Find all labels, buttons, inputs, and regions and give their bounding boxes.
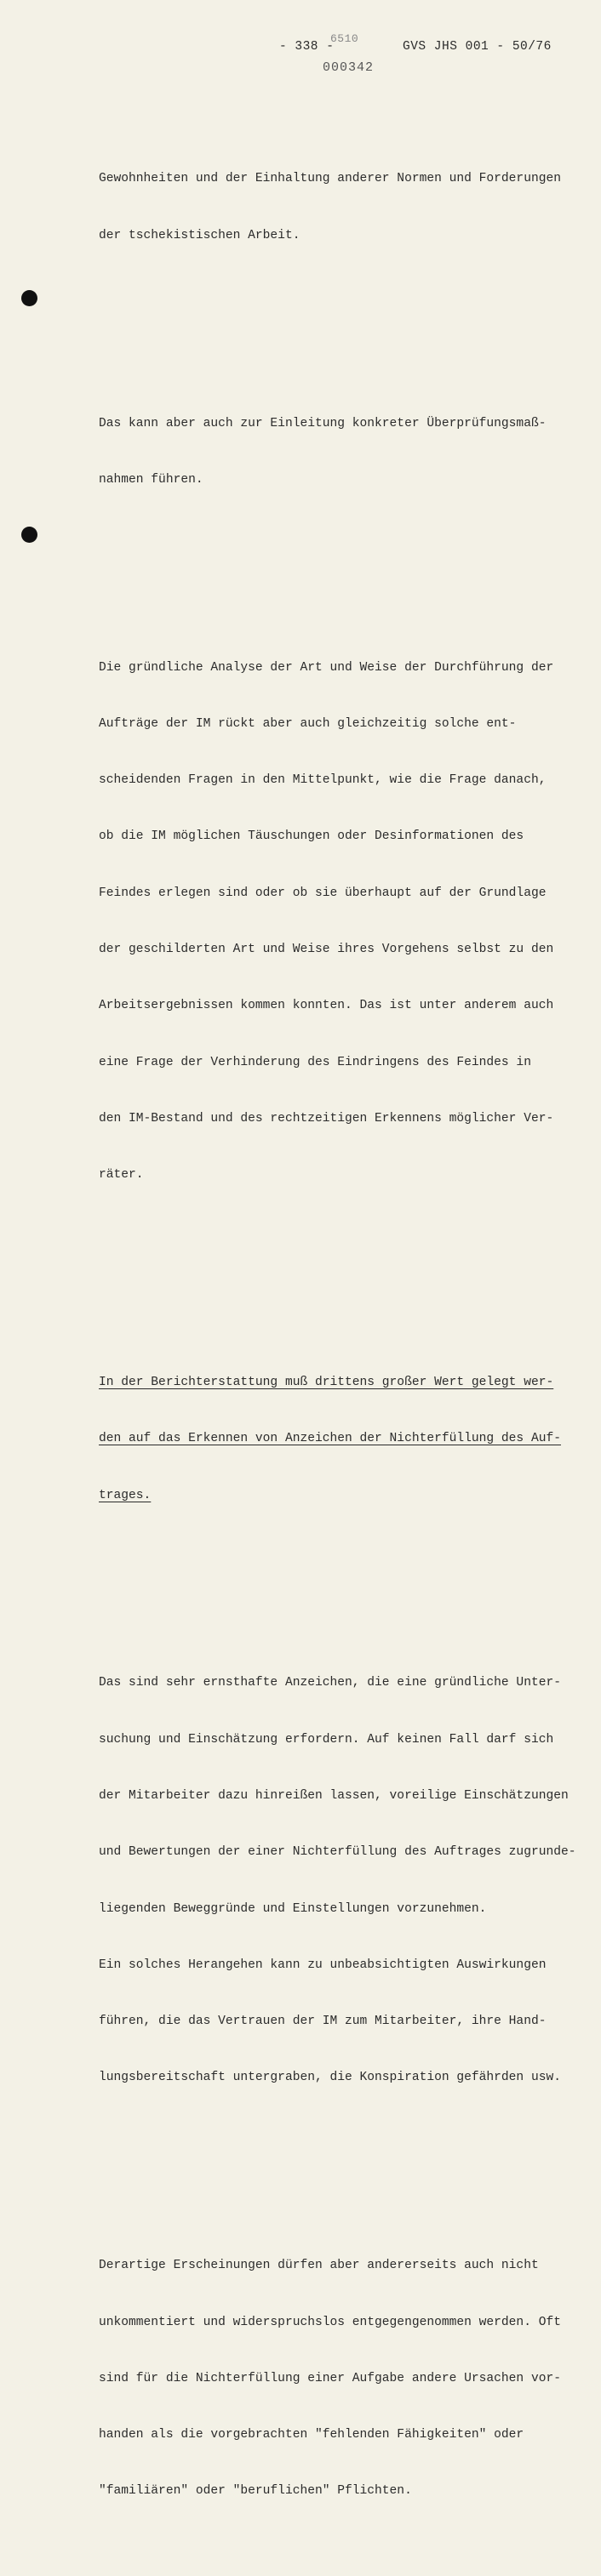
text-line: der geschilderten Art und Weise ihres Vorgehens selbst zu den <box>99 943 554 957</box>
text-line: eine Frage der Verhinderung des Eindringens des Feindes in <box>99 1055 531 1069</box>
document-reference: GVS JHS 001 - 50/76 <box>403 40 552 54</box>
punch-hole <box>21 527 37 543</box>
paragraph <box>99 2219 586 2539</box>
text-line: Das sind sehr ernsthafte Anzeichen, die eine gründliche Unter- <box>99 1676 561 1690</box>
text-line: Derartige Erscheinungen dürfen aber andererseits auch nicht <box>99 2259 539 2273</box>
text-line: suchung und Einschätzung erfordern. Auf keinen Fall darf sich <box>99 1732 554 1747</box>
paragraph <box>99 132 586 282</box>
body-text <box>99 94 586 2576</box>
text-line: lungsbereitschaft untergraben, die Konspiration gefährden usw. <box>99 2071 561 2085</box>
text-line: Die gründliche Analyse der Art und Weise der Durchführung der <box>99 660 554 675</box>
text-line: und Bewertungen der einer Nichterfüllung des Auftrages zugrunde- <box>99 1845 576 1860</box>
text-line: Ein solches Herangehen kann zu unbeabsichtigten Auswirkungen <box>99 1958 547 1972</box>
text-line: den auf das Erkennen von Anzeichen der Nichterfüllung des Auf- <box>99 1432 561 1446</box>
page-number: - 338 - <box>279 40 335 54</box>
text-line: der Mitarbeiter dazu hinreißen lassen, voreilige Einschätzungen <box>99 1788 569 1803</box>
text-line: den IM-Bestand und des rechtzeitigen Erkennens möglicher Ver- <box>99 1111 554 1126</box>
text-line: Feindes erlegen sind oder ob sie überhaupt auf der Grundlage <box>99 886 547 900</box>
text-line: handen als die vorgebrachten "fehlenden Fähigkeiten" oder <box>99 2428 524 2442</box>
text-line: Aufträge der IM rückt aber auch gleichzeitig solche ent- <box>99 716 517 731</box>
text-line: ob die IM möglichen Täuschungen oder Desinformationen des <box>99 829 524 844</box>
stamp-number: 000342 <box>323 60 375 75</box>
text-line: Gewohnheiten und der Einhaltung anderer Normen und Forderungen <box>99 172 561 186</box>
text-line: unkommentiert und widerspruchslos entgegengenommen werden. Oft <box>99 2315 561 2329</box>
text-line: liegenden Beweggründe und Einstellungen vorzunehmen. <box>99 1901 487 1916</box>
scratched-page-number: 6510 <box>330 32 359 45</box>
text-line: führen, die das Vertrauen der IM zum Mitarbeiter, ihre Hand- <box>99 2015 547 2029</box>
punch-hole <box>21 290 37 306</box>
text-line: nahmen führen. <box>99 472 203 487</box>
text-line: sind für die Nichterfüllung einer Aufgabe andere Ursachen vor- <box>99 2371 561 2385</box>
text-line: der tschekistischen Arbeit. <box>99 228 300 242</box>
text-line: In der Berichterstattung muß drittens großer Wert gelegt wer- <box>99 1376 554 1389</box>
text-line: Das kann aber auch zur Einleitung konkreter Überprüfungsmaß- <box>99 416 547 430</box>
emphasized-paragraph <box>99 1336 586 1542</box>
text-line: "familiären" oder "beruflichen" Pflichten. <box>99 2484 412 2499</box>
paragraph <box>99 1636 586 2124</box>
text-line: trages. <box>99 1488 152 1502</box>
text-line: räter. <box>99 1168 144 1183</box>
text-line: Arbeitsergebnissen kommen konnten. Das ist unter anderem auch <box>99 999 554 1013</box>
paragraph <box>99 620 586 1222</box>
text-line: scheidenden Fragen in den Mittelpunkt, wie die Frage danach, <box>99 773 547 788</box>
paragraph <box>99 376 586 527</box>
